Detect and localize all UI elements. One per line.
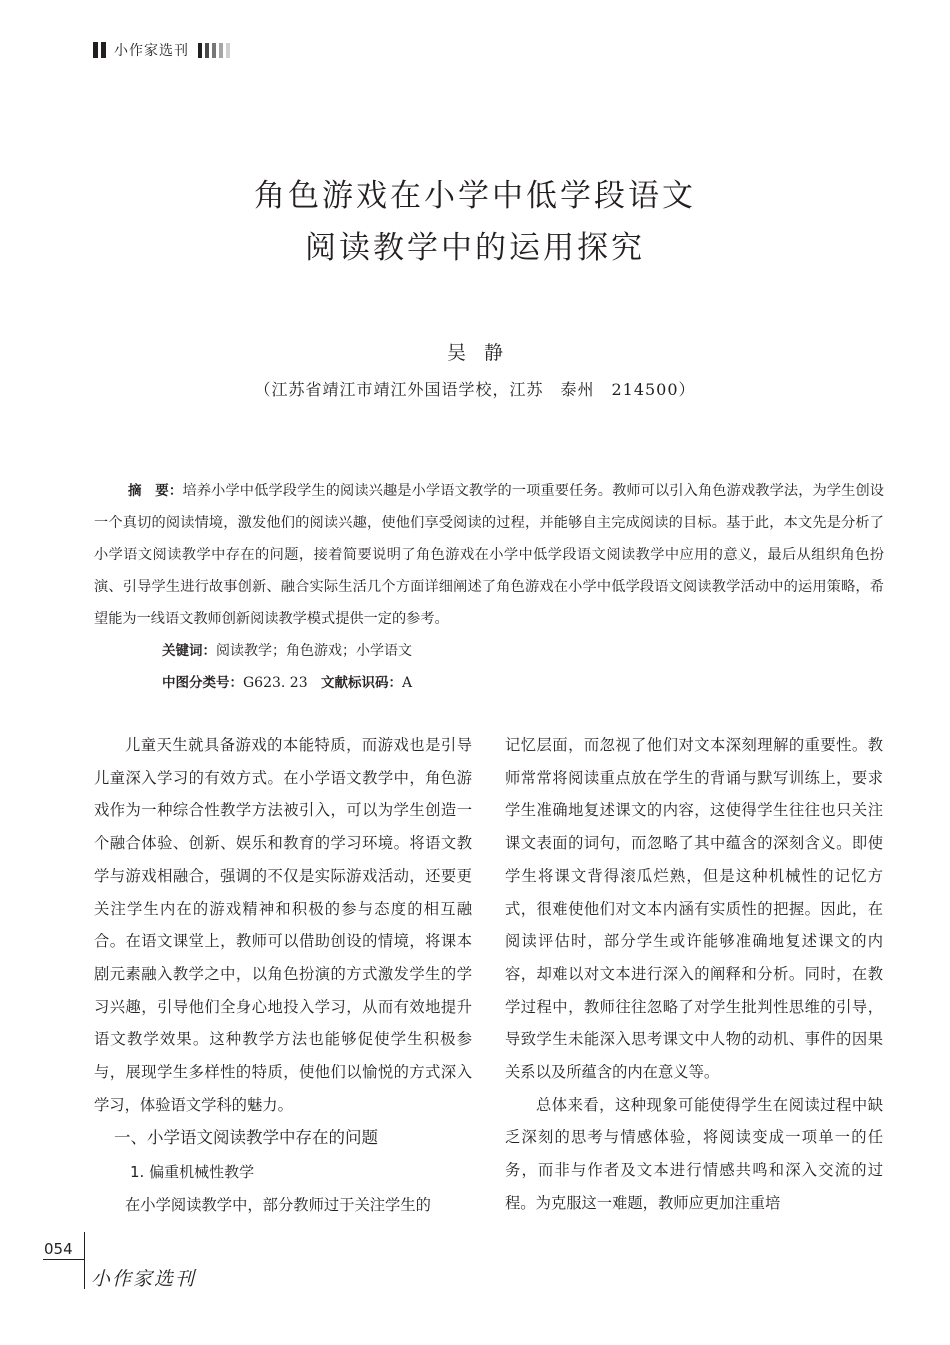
title-line-1: 角色游戏在小学中低学段语文 [254, 178, 696, 214]
abstract-label: 摘 要： [128, 483, 183, 499]
body-left-column [94, 729, 472, 1222]
body-paragraph: 总体来看，这种现象可能使得学生在阅读过程中缺乏深刻的思考与情感体验，将阅读变成一项单一的任务，而非与作者及文本进行情感共鸣和深入交流的过程。为克服这一难题，教师应更加注重培 [505, 1095, 883, 1212]
keywords-line [94, 635, 884, 667]
keywords-label: 关键词： [162, 643, 216, 659]
footer-journal-logo: 小作家选刊 [91, 1268, 197, 1290]
body-paragraph: 在小学阅读教学中，部分教师过于关注学生的 [125, 1196, 431, 1215]
keywords-text: 阅读教学；角色游戏；小学语文 [216, 643, 412, 659]
abstract-text: 培养小学中低学段学生的阅读兴趣是小学语文教学的一项重要任务。教师可以引入角色游戏教学法，为学生创设一个真切的阅读情境，激发他们的阅读兴趣，使他们享受阅读的过程，并能够自主完成阅读的目标。基于此，本文先是分析了小学语文阅读教学中存在的问题，接着简要说明了角色游戏在小学中低学段语文阅读教学中应用的意义，最后从组织角色扮演、引导学生进行故事创新、融合实际生活几个方面详细阐述了角色游戏在小学中低学段语文阅读教学活动中的运用策略，希望能为一线语文教师创新阅读教学模式提供一定的参考。 [94, 483, 884, 627]
journal-name: 小作家选刊 [114, 43, 189, 59]
page-number: 054 [44, 1240, 73, 1258]
body-paragraph: 记忆层面，而忽视了他们对文本深刻理解的重要性。教师常常将阅读重点放在学生的背诵与默写训练上，要求学生准确地复述课文的内容，这使得学生往往也只关注课文表面的词句，而忽略了其中蕴含的深刻含义。即使学生将课文背得滚瓜烂熟，但是这种机械性的记忆方式，很难使他们对文本内涵有实质性的把握。因此，在阅读评估时，部分学生或许能够准确地复述课文的内容，却难以对文本进行深入的阐释和分析。同时，在教学过程中，教师往往忽略了对学生批判性思维的引导，导致学生未能深入思考课文中人物的动机、事件的因果关系以及所蕴含的内在意义等。 [505, 736, 883, 1082]
header-bar-mark [101, 42, 106, 58]
abstract-block [94, 475, 884, 699]
article-title [0, 170, 950, 274]
header-gradient-mark [205, 43, 209, 58]
subsection-heading: 1. 偏重机械性教学 [130, 1163, 255, 1182]
doc-code-label: 文献标识码： [320, 675, 402, 691]
author-affiliation: （江苏省靖江市靖江外国语学校，江苏 泰州 214500） [254, 380, 696, 399]
header-gradient-mark [212, 43, 216, 58]
doc-code-value: A [401, 675, 413, 691]
header-gradient-mark [226, 43, 230, 58]
header-bar-mark [93, 42, 98, 58]
section-heading: 一、小学语文阅读教学中存在的问题 [114, 1128, 378, 1148]
footer-divider-vertical [84, 1232, 85, 1289]
running-header [93, 40, 233, 60]
abstract-paragraph [94, 475, 884, 635]
classification-line [94, 667, 884, 699]
clc-label: 中图分类号： [162, 675, 243, 691]
footer-divider-horizontal [43, 1259, 85, 1260]
body-paragraph: 儿童天生就具备游戏的本能特质，而游戏也是引导儿童深入学习的有效方式。在小学语文教学中，角色游戏作为一种综合性教学方法被引入，可以为学生创造一个融合体验、创新、娱乐和教育的学习环境。将语文教学与游戏相融合，强调的不仅是实际游戏活动，还要更关注学生内在的游戏精神和积极的参与态度的相互融合。在语文课堂上，教师可以借助创设的情境，将课本剧元素融入教学之中，以角色扮演的方式激发学生的学习兴趣，引导他们全身心地投入学习，从而有效地提升语文教学效果。这种教学方法也能够促使学生积极参与，展现学生多样性的特质，使他们以愉悦的方式深入学习，体验语文学科的魅力。 [94, 736, 472, 1114]
clc-value: G623. 23 [243, 675, 308, 691]
header-gradient-mark [198, 43, 202, 58]
author-name: 吴静 [446, 342, 521, 364]
body-right-column [505, 729, 883, 1220]
title-line-2: 阅读教学中的运用探究 [305, 230, 645, 266]
header-gradient-mark [219, 43, 223, 58]
